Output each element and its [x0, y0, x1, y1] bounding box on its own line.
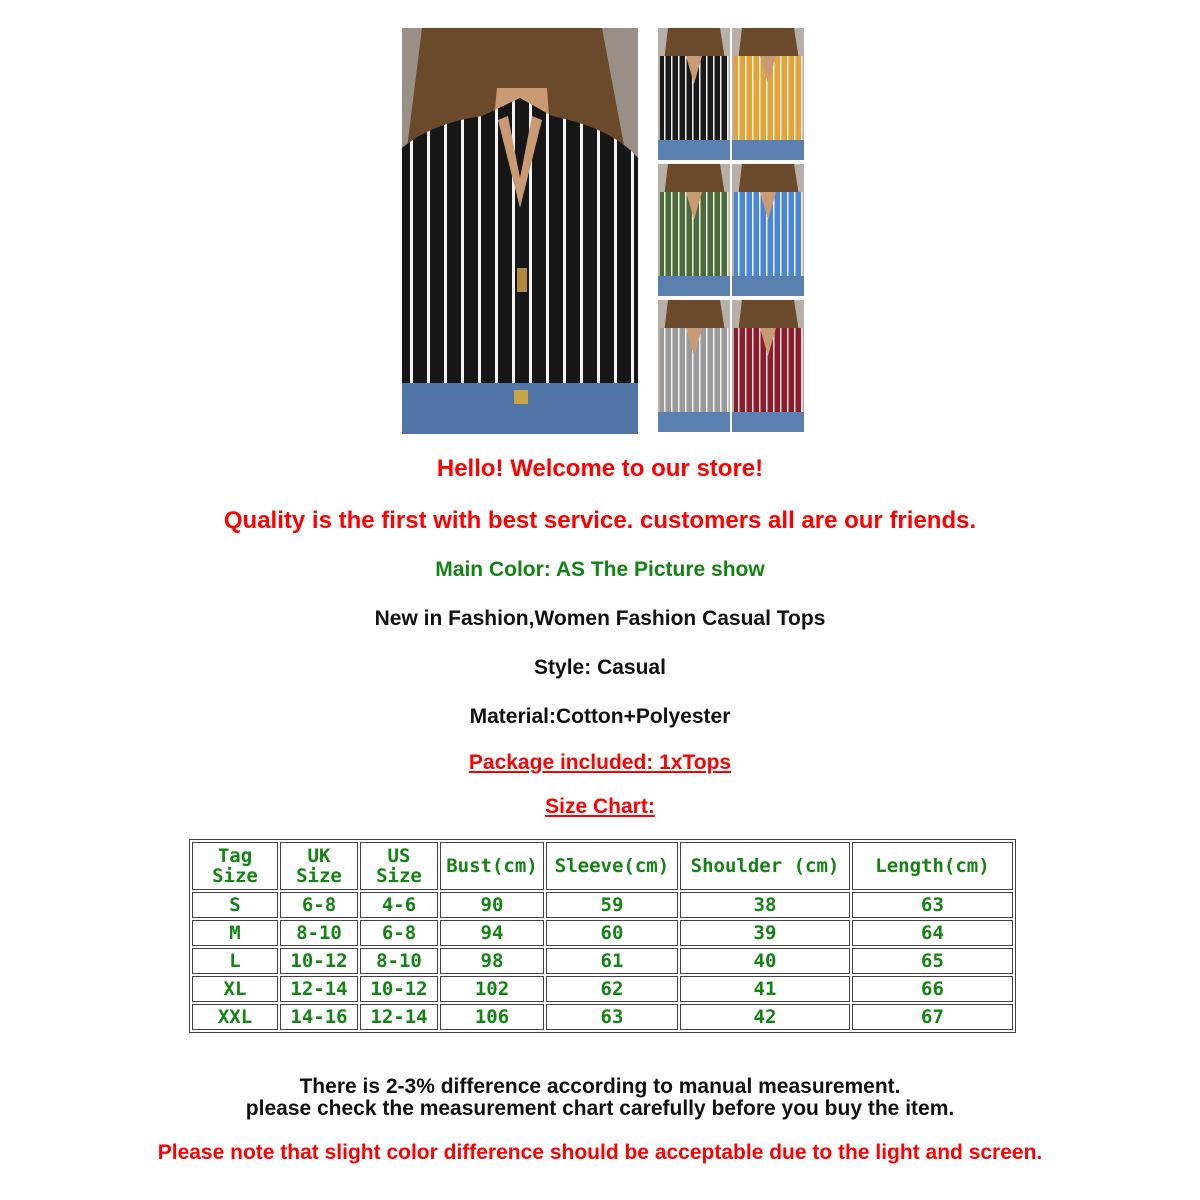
table-cell: 4-6 — [360, 892, 438, 918]
size-chart-table — [189, 839, 1016, 1033]
header-length: Length(cm) — [852, 842, 1013, 890]
table-cell: 66 — [852, 976, 1013, 1002]
table-cell: 12-14 — [360, 1004, 438, 1030]
color-thumbnail-green — [658, 164, 730, 296]
table-cell: 98 — [440, 948, 544, 974]
measurement-note-line2: please check the measurement chart carefully before you buy the item. — [245, 1097, 955, 1120]
model-striped-shirt-image — [402, 28, 638, 434]
table-cell: 8-10 — [280, 920, 358, 946]
table-cell: 41 — [680, 976, 850, 1002]
style-text: Style: Casual — [534, 656, 666, 679]
table-cell: 64 — [852, 920, 1013, 946]
table-cell: 14-16 — [280, 1004, 358, 1030]
header-uk-size: UK Size — [280, 842, 358, 890]
quality-tagline: Quality is the first with best service. customers all are our friends. — [223, 507, 977, 534]
table-cell: 62 — [546, 976, 678, 1002]
table-cell: 6-8 — [280, 892, 358, 918]
product-photos — [402, 28, 808, 434]
package-included-text: Package included: 1xTops — [468, 751, 732, 774]
table-cell: 59 — [546, 892, 678, 918]
table-cell: 102 — [440, 976, 544, 1002]
table-cell: 61 — [546, 948, 678, 974]
color-difference-note: Please note that slight color difference should be acceptable due to the light and screen. — [157, 1141, 1043, 1164]
table-cell: 94 — [440, 920, 544, 946]
header-sleeve: Sleeve(cm) — [546, 842, 678, 890]
table-cell: 6-8 — [360, 920, 438, 946]
color-thumbnail-yellow — [732, 28, 804, 160]
table-row — [192, 948, 1013, 974]
table-row — [192, 920, 1013, 946]
welcome-heading: Hello! Welcome to our store! — [436, 455, 764, 482]
table-cell: 63 — [852, 892, 1013, 918]
header-us-size: US Size — [360, 842, 438, 890]
header-tag-size: Tag Size — [192, 842, 278, 890]
table-cell: S — [192, 892, 278, 918]
header-bust: Bust(cm) — [440, 842, 544, 890]
size-table-header-row — [192, 842, 1013, 890]
table-cell: L — [192, 948, 278, 974]
main-product-photo — [402, 28, 638, 434]
table-cell: 42 — [680, 1004, 850, 1030]
table-cell: 106 — [440, 1004, 544, 1030]
product-title: New in Fashion,Women Fashion Casual Tops — [374, 607, 826, 630]
main-color-text: Main Color: AS The Picture show — [435, 558, 765, 581]
table-cell: 65 — [852, 948, 1013, 974]
table-cell: 12-14 — [280, 976, 358, 1002]
table-cell: 10-12 — [360, 976, 438, 1002]
table-cell: 67 — [852, 1004, 1013, 1030]
color-thumbnail-black — [658, 28, 730, 160]
table-row — [192, 892, 1013, 918]
table-cell: 63 — [546, 1004, 678, 1030]
table-cell: 90 — [440, 892, 544, 918]
table-cell: 39 — [680, 920, 850, 946]
size-chart-heading: Size Chart: — [545, 795, 655, 818]
table-row — [192, 1004, 1013, 1030]
table-cell: M — [192, 920, 278, 946]
header-shoulder: Shoulder (cm) — [680, 842, 850, 890]
measurement-note-line1: There is 2-3% difference according to manual measurement. — [299, 1075, 901, 1098]
table-cell: 8-10 — [360, 948, 438, 974]
color-thumbnail-gray — [658, 300, 730, 432]
table-cell: 60 — [546, 920, 678, 946]
color-thumbnail-blue — [732, 164, 804, 296]
table-cell: XXL — [192, 1004, 278, 1030]
table-cell: 38 — [680, 892, 850, 918]
table-row — [192, 976, 1013, 1002]
table-cell: 40 — [680, 948, 850, 974]
color-thumbnail-wine — [732, 300, 804, 432]
material-text: Material:Cotton+Polyester — [469, 705, 731, 728]
table-cell: XL — [192, 976, 278, 1002]
table-cell: 10-12 — [280, 948, 358, 974]
